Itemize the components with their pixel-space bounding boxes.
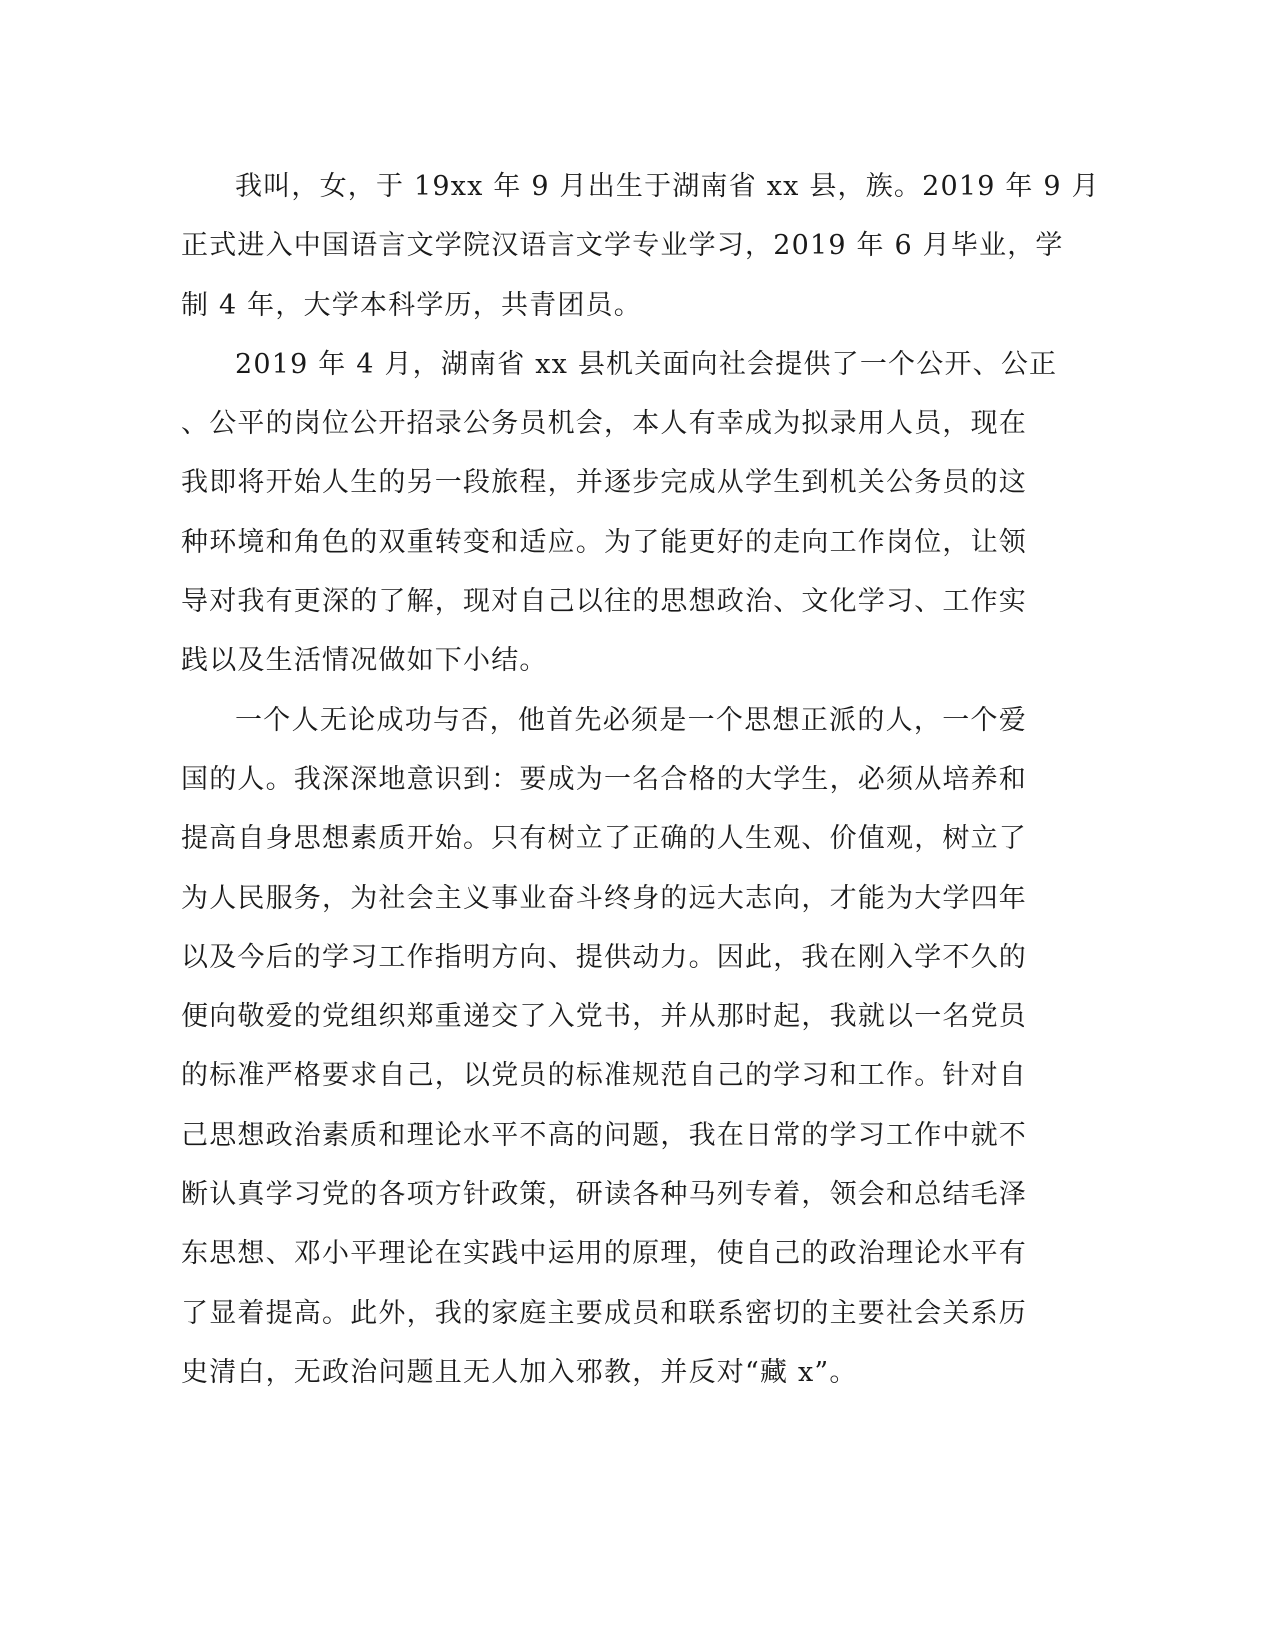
text-line: 断认真学习党的各项方针政策，研读各种马列专着，领会和总结毛泽 [181,1179,1027,1211]
text-line: 便向敬爱的党组织郑重递交了入党书，并从那时起，我就以一名党员 [181,1001,1027,1033]
text-line: 国的人。我深深地意识到：要成为一名合格的大学生，必须从培养和 [181,763,1027,795]
text-line: 己思想政治素质和理论水平不高的问题，我在日常的学习工作中就不 [181,1119,1027,1151]
paragraph-personal-info [181,157,1100,335]
text-line: 践以及生活情况做如下小结。 [181,645,548,677]
text-line: 种环境和角色的双重转变和适应。为了能更好的走向工作岗位，让领 [181,526,1027,558]
text-line: 一个人无论成功与否，他首先必须是一个思想正派的人，一个爱 [235,704,1027,736]
text-line: 我叫，女，于 19xx 年 9 月出生于湖南省 xx 县，族。2019 年 9 月 [235,171,1100,202]
text-line: 正式进入中国语言文学院汉语言文学专业学习，2019 年 6 月毕业，学 [181,230,1064,262]
text-line: 以及今后的学习工作指明方向、提供动力。因此，我在刚入学不久的 [181,941,1027,973]
paragraph-political-thought [181,691,1027,1403]
text-line: 导对我有更深的了解，现对自己以往的思想政治、文化学习、工作实 [181,586,1027,618]
text-line: 东思想、邓小平理论在实践中运用的原理，使自己的政治理论水平有 [181,1238,1027,1270]
text-line: 我即将开始人生的另一段旅程，并逐步完成从学生到机关公务员的这 [181,467,1027,499]
text-line: 2019 年 4 月，湖南省 xx 县机关面向社会提供了一个公开、公正 [235,348,1058,380]
text-line: 制 4 年，大学本科学历，共青团员。 [181,289,642,321]
paragraph-recruitment [181,335,1058,691]
document-body [181,157,1100,1402]
text-line: 史清白，无政治问题且无人加入邪教，并反对“藏 x”。 [181,1356,858,1388]
text-line: 、公平的岗位公开招录公务员机会，本人有幸成为拟录用人员，现在 [181,408,1027,440]
text-line: 提高自身思想素质开始。只有树立了正确的人生观、价值观，树立了 [181,823,1027,855]
text-line: 为人民服务，为社会主义事业奋斗终身的远大志向，才能为大学四年 [181,882,1027,914]
text-line: 了显着提高。此外，我的家庭主要成员和联系密切的主要社会关系历 [181,1297,1027,1329]
text-line: 的标准严格要求自己，以党员的标准规范自己的学习和工作。针对自 [181,1060,1027,1092]
